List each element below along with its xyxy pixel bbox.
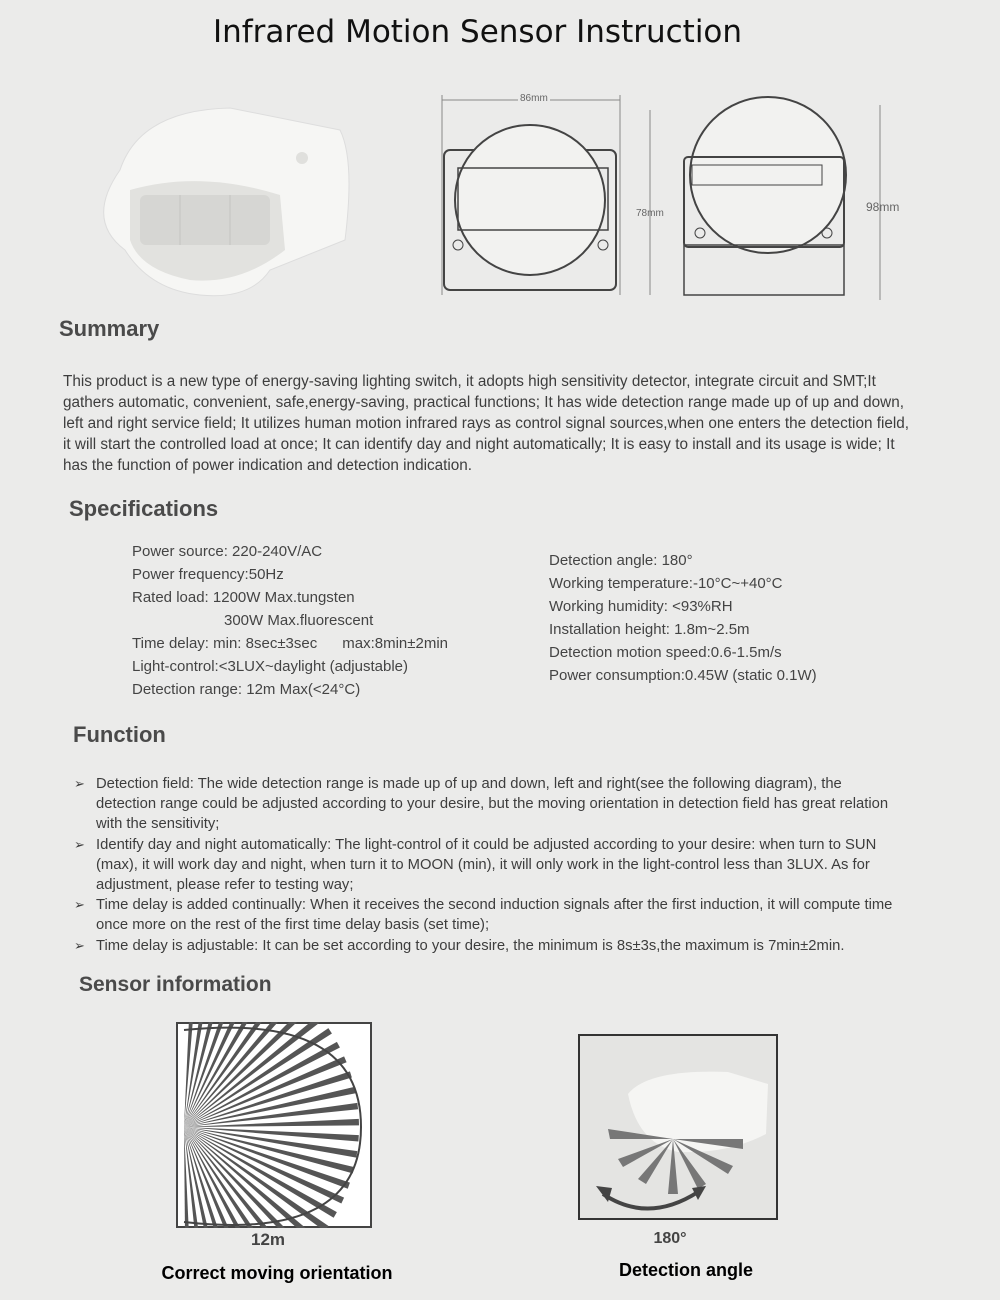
function-item-text: Time delay is added continually: When it receives the second induction signals after the first induction, it will compute time once more on the rest of the first time delay basis (set time); [96, 897, 893, 934]
arrow-bullet-icon: ➢ [74, 776, 85, 791]
spec-power-consumption: Power consumption:0.45W (static 0.1W) [549, 667, 817, 684]
spec-installation-height: Installation height: 1.8m~2.5m [549, 621, 750, 638]
function-item-text: Identify day and night automatically: The light-control of it could be adjusted according to your desire: when turn to SUN (max), it will work day and night, when turn it to MOON (min), it will only work in the light-control less than 3LUX. As for adjustment, please refer to testing way; [96, 836, 877, 894]
detection-range-diagram [176, 1022, 372, 1228]
function-list [74, 774, 904, 956]
function-heading: Function [73, 722, 166, 747]
sensor-product-image [80, 100, 355, 300]
function-item [74, 936, 904, 956]
angle-value-label: 180° [653, 1230, 687, 1247]
range-caption: Correct moving orientation [161, 1263, 393, 1283]
summary-heading: Summary [59, 316, 160, 341]
function-item [74, 895, 904, 935]
specifications-heading: Specifications [69, 496, 219, 521]
detection-angle-diagram [578, 1034, 778, 1220]
function-item-text: Time delay is adjustable: It can be set according to your desire, the minimum is 8s±3s,the maximum is 7min±2min. [96, 937, 845, 954]
width-dimension-label: 86mm [520, 93, 548, 104]
function-item-text: Detection field: The wide detection range is made up of up and down, left and right(see the following diagram), the detection range could be adjusted according to your desire, but the moving orientation in detection field has great relation with the sensitivity; [96, 776, 889, 833]
specs-left-column [132, 540, 448, 701]
angle-caption: Detection angle [618, 1260, 754, 1280]
front-dimension-diagram [440, 90, 670, 302]
height-dimension-label: 78mm [636, 208, 664, 219]
function-item [74, 835, 904, 896]
spec-power-source: Power source: 220-240V/AC [132, 543, 323, 560]
spec-light-control: Light-control:<3LUX~daylight (adjustable) [132, 658, 408, 675]
arrow-bullet-icon: ➢ [74, 836, 85, 852]
arrow-bullet-icon: ➢ [74, 897, 85, 913]
spec-rated-load-fluorescent: 300W Max.fluorescent [224, 612, 374, 629]
summary-text: This product is a new type of energy-saving lighting switch, it adopts high sensitivity detector, integrate circuit and SMT;It gathers automatic, convenient, safe,energy-saving, practical functions; It has wide detection range made up of up and down, left and right service field; It utilizes human motion infrared rays as control signal sources,when one enters the detection field, it will start the controlled load at once; It can identify day and night automatically; It is easy to install and its usage is wide; It has the function of power indication and detection indication. [63, 373, 910, 474]
side-dimension-diagram [680, 95, 890, 305]
depth-dimension-label: 98mm [866, 200, 900, 214]
spec-detection-range: Detection range: 12m Max(<24°C) [132, 681, 361, 698]
document-title: Infrared Motion Sensor Instruction [212, 14, 743, 50]
spec-working-humidity: Working humidity: <93%RH [549, 598, 733, 615]
spec-power-frequency: Power frequency:50Hz [132, 566, 284, 583]
spec-detection-angle: Detection angle: 180° [549, 552, 693, 569]
spec-time-delay: Time delay: min: 8sec±3sec max:8min±2min [132, 635, 449, 652]
arrow-bullet-icon: ➢ [74, 937, 85, 953]
spec-working-temperature: Working temperature:-10°C~+40°C [549, 575, 783, 592]
spec-rated-load: Rated load: 1200W Max.tungsten [132, 589, 355, 606]
spec-motion-speed: Detection motion speed:0.6-1.5m/s [549, 644, 782, 661]
sensor-info-heading: Sensor information [79, 973, 272, 996]
specs-right-column [549, 549, 817, 687]
function-item [74, 774, 904, 835]
range-value-label: 12m [250, 1230, 286, 1249]
